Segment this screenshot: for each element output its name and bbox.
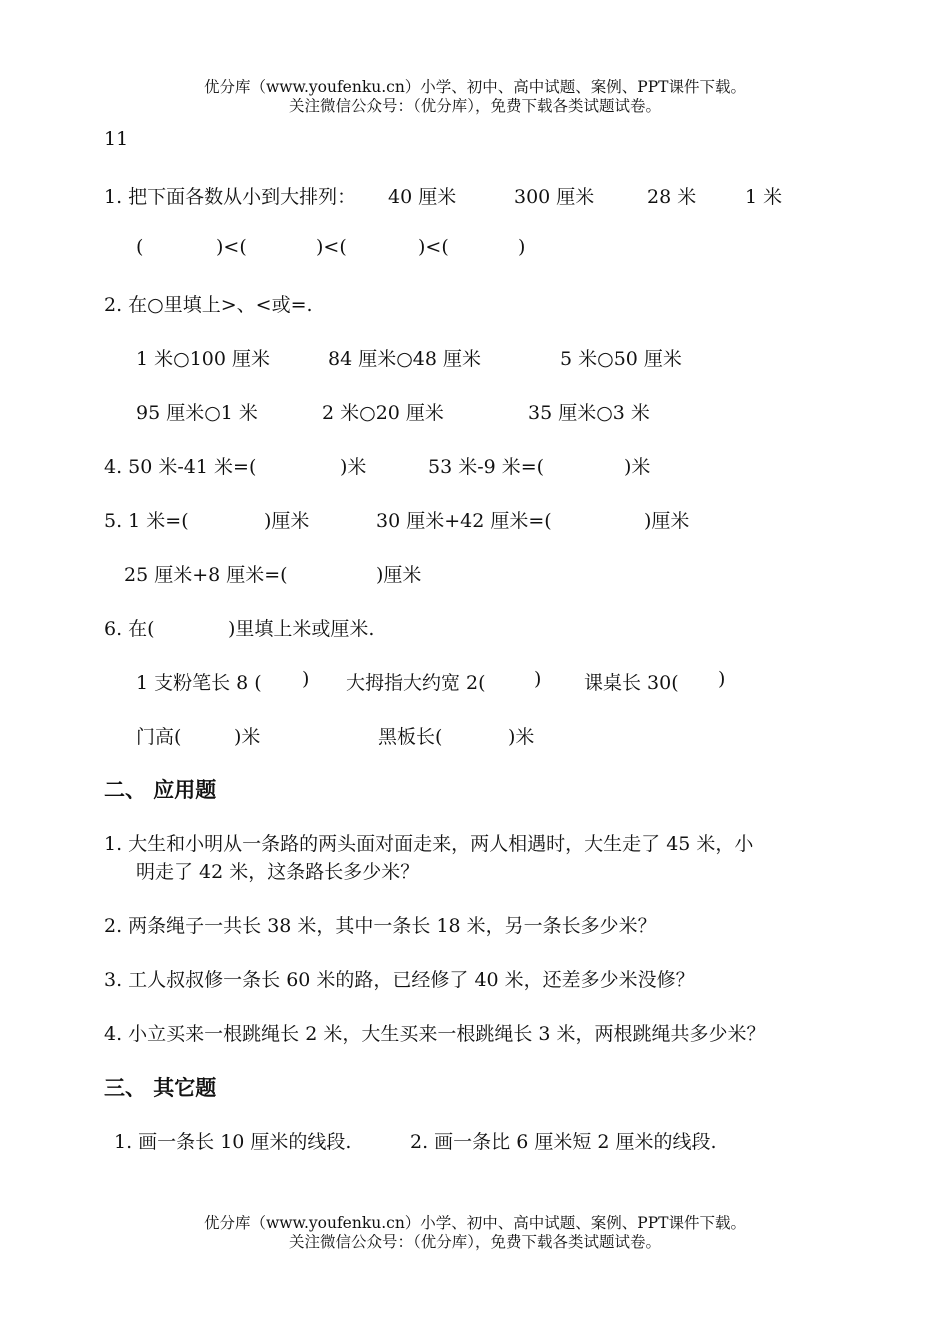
q1-blank-4: )<( [418, 236, 449, 258]
q5-close-3: )厘米 [376, 564, 422, 586]
q1-blank-open: ( [136, 236, 144, 258]
q5-close-1: )厘米 [264, 510, 310, 532]
section-2-title: 二、 应用题 [104, 777, 217, 802]
q2-r1-c2: 84 厘米○48 厘米 [328, 348, 482, 370]
q5-line-2: 25 厘米+8 厘米=( [124, 564, 288, 586]
q2-r2-c2: 2 米○20 厘米 [322, 402, 444, 424]
q2-r1-c1: 1 米○100 厘米 [136, 348, 271, 370]
section-3-title: 三、 其它题 [104, 1075, 217, 1100]
q6-r1-a: 1 支粉笔长 8 ( [136, 672, 262, 694]
q1-item-3: 28 米 [647, 186, 697, 208]
q4-close-2: )米 [624, 456, 651, 478]
q6-r1-a-close: ) [302, 668, 310, 690]
q2-r1-c3: 5 米○50 厘米 [560, 348, 682, 370]
q2-r2-c1: 95 厘米○1 米 [136, 402, 258, 424]
app-q2: 2. 两条绳子一共长 38 米，其中一条长 18 米，另一条长多少米？ [104, 915, 657, 937]
q1-item-4: 1 米 [745, 186, 783, 208]
q6-r2-a: 门高( [136, 726, 182, 748]
header-line-1: 优分库（www.youfenku.cn）小学、初中、高中试题、案例、PPT课件下载。 [203, 78, 747, 96]
q6-r1-c: 课桌长 30( [584, 672, 679, 694]
q6-r1-b-close: ) [534, 668, 542, 690]
header-line-2: 关注微信公众号：（优分库），免费下载各类试题试卷。 [288, 97, 661, 115]
q4-label: 4. 50 米-41 米=( [104, 456, 257, 478]
q6-r2-b-close: )米 [508, 726, 535, 748]
page-header [0, 78, 950, 116]
app-q1-line-2: 明走了 42 米，这条路长多少米？ [136, 861, 420, 883]
q5-part-2: 30 厘米+42 厘米=( [376, 510, 552, 532]
q6-r2-a-close: )米 [234, 726, 261, 748]
other-q1: 1. 画一条长 10 厘米的线段. [114, 1131, 352, 1153]
q5-label: 5. 1 米=( [104, 510, 189, 532]
app-q4: 4. 小立买来一根跳绳长 2 米，大生买来一根跳绳长 3 米，两根跳绳共多少米？ [104, 1023, 766, 1045]
q6-label-end: )里填上米或厘米. [228, 618, 375, 640]
q1-blank-3: )<( [316, 236, 347, 258]
q6-r1-b: 大拇指大约宽 2( [346, 672, 486, 694]
q1-item-1: 40 厘米 [388, 186, 457, 208]
q4-close-1: )米 [340, 456, 367, 478]
app-q3: 3. 工人叔叔修一条长 60 米的路，已经修了 40 米，还差多少米没修？ [104, 969, 695, 991]
other-q2: 2. 画一条比 6 厘米短 2 厘米的线段. [410, 1131, 717, 1153]
q6-r1-c-close: ) [718, 668, 726, 690]
q1-label: 1. 把下面各数从小到大排列： [104, 186, 357, 208]
q6-label: 6. 在( [104, 618, 155, 640]
page-footer [0, 1214, 950, 1252]
page-number: 11 [104, 128, 129, 150]
q4-part-2: 53 米-9 米=( [428, 456, 545, 478]
q6-r2-b: 黑板长( [378, 726, 443, 748]
app-q1-line-1: 1. 大生和小明从一条路的两头面对面走来，两人相遇时，大生走了 45 米，小 [104, 833, 754, 855]
footer-line-2: 关注微信公众号：（优分库），免费下载各类试题试卷。 [288, 1233, 661, 1251]
q1-blank-2: )<( [216, 236, 247, 258]
q2-label: 2. 在○里填上>、<或=. [104, 294, 313, 316]
footer-line-1: 优分库（www.youfenku.cn）小学、初中、高中试题、案例、PPT课件下载。 [203, 1214, 747, 1232]
q1-blank-close: ) [518, 236, 526, 258]
q2-r2-c3: 35 厘米○3 米 [528, 402, 650, 424]
q5-close-2: )厘米 [644, 510, 690, 532]
q1-item-2: 300 厘米 [514, 186, 595, 208]
